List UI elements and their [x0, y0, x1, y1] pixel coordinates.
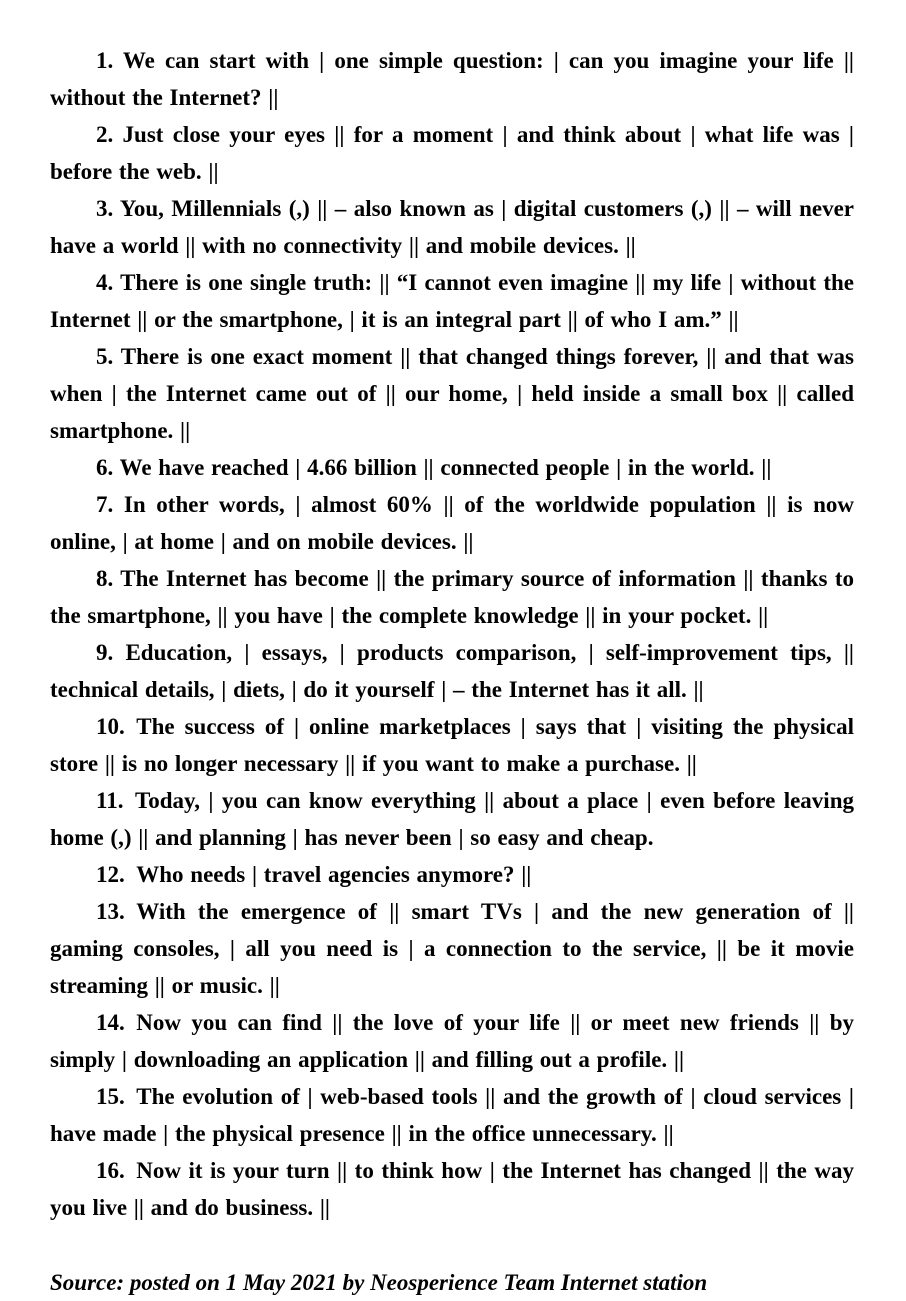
text-item-12: 12. Who needs | travel agencies anymore? ||: [96, 862, 532, 887]
text-item-5: 5. There is one exact moment || that changed things forever, || and that was when | the Internet came out of || our home, | held inside a small box || called smartphone. ||: [50, 344, 854, 443]
text-item-15: 15. The evolution of | web-based tools || and the growth of | cloud services | have made | the physical presence || in the office unnecessary. ||: [50, 1084, 854, 1146]
text-item-8: 8. The Internet has become || the primary source of information || thanks to the smartphone, || you have | the complete knowledge || in your pocket. ||: [50, 566, 854, 628]
text-item-1: 1. We can start with | one simple question: | can you imagine your life || without the Internet? ||: [50, 48, 854, 110]
text-item-14: 14. Now you can find || the love of your life || or meet new friends || by simply | downloading an application || and filling out a profile. ||: [50, 1010, 854, 1072]
text-item-7: 7. In other words, | almost 60% || of the worldwide population || is now online, | at home | and on mobile devices. ||: [50, 492, 854, 554]
text-item-2: 2. Just close your eyes || for a moment | and think about | what life was | before the web. ||: [50, 122, 854, 184]
text-item-3: 3. You, Millennials (,) || – also known as | digital customers (,) || – will never have a world || with no connectivity || and mobile devices. ||: [50, 196, 854, 258]
text-item-10: 10. The success of | online marketplaces | says that | visiting the physical store || is no longer necessary || if you want to make a purchase. ||: [50, 714, 854, 776]
text-item-11: 11. Today, | you can know everything || about a place | even before leaving home (,) || and planning | has never been | so easy and cheap.: [50, 788, 854, 850]
text-item-13: 13. With the emergence of || smart TVs | and the new generation of || gaming consoles, | all you need is | a connection to the service, || be it movie streaming || or music. ||: [50, 899, 854, 998]
text-item-16: 16. Now it is your turn || to think how | the Internet has changed || the way you live || and do business. ||: [50, 1158, 854, 1220]
source-line: Source: posted on 1 May 2021 by Neosperience Team Internet station: [50, 1270, 708, 1295]
text-item-4: 4. There is one single truth: || “I cannot even imagine || my life | without the Internet || or the smartphone, | it is an integral part || of who I am.” ||: [50, 270, 854, 332]
text-item-6: 6. We have reached | 4.66 billion || connected people | in the world. ||: [96, 455, 772, 480]
text-item-9: 9. Education, | essays, | products comparison, | self-improvement tips, || technical details, | diets, | do it yourself | – the Internet has it all. ||: [50, 640, 854, 702]
